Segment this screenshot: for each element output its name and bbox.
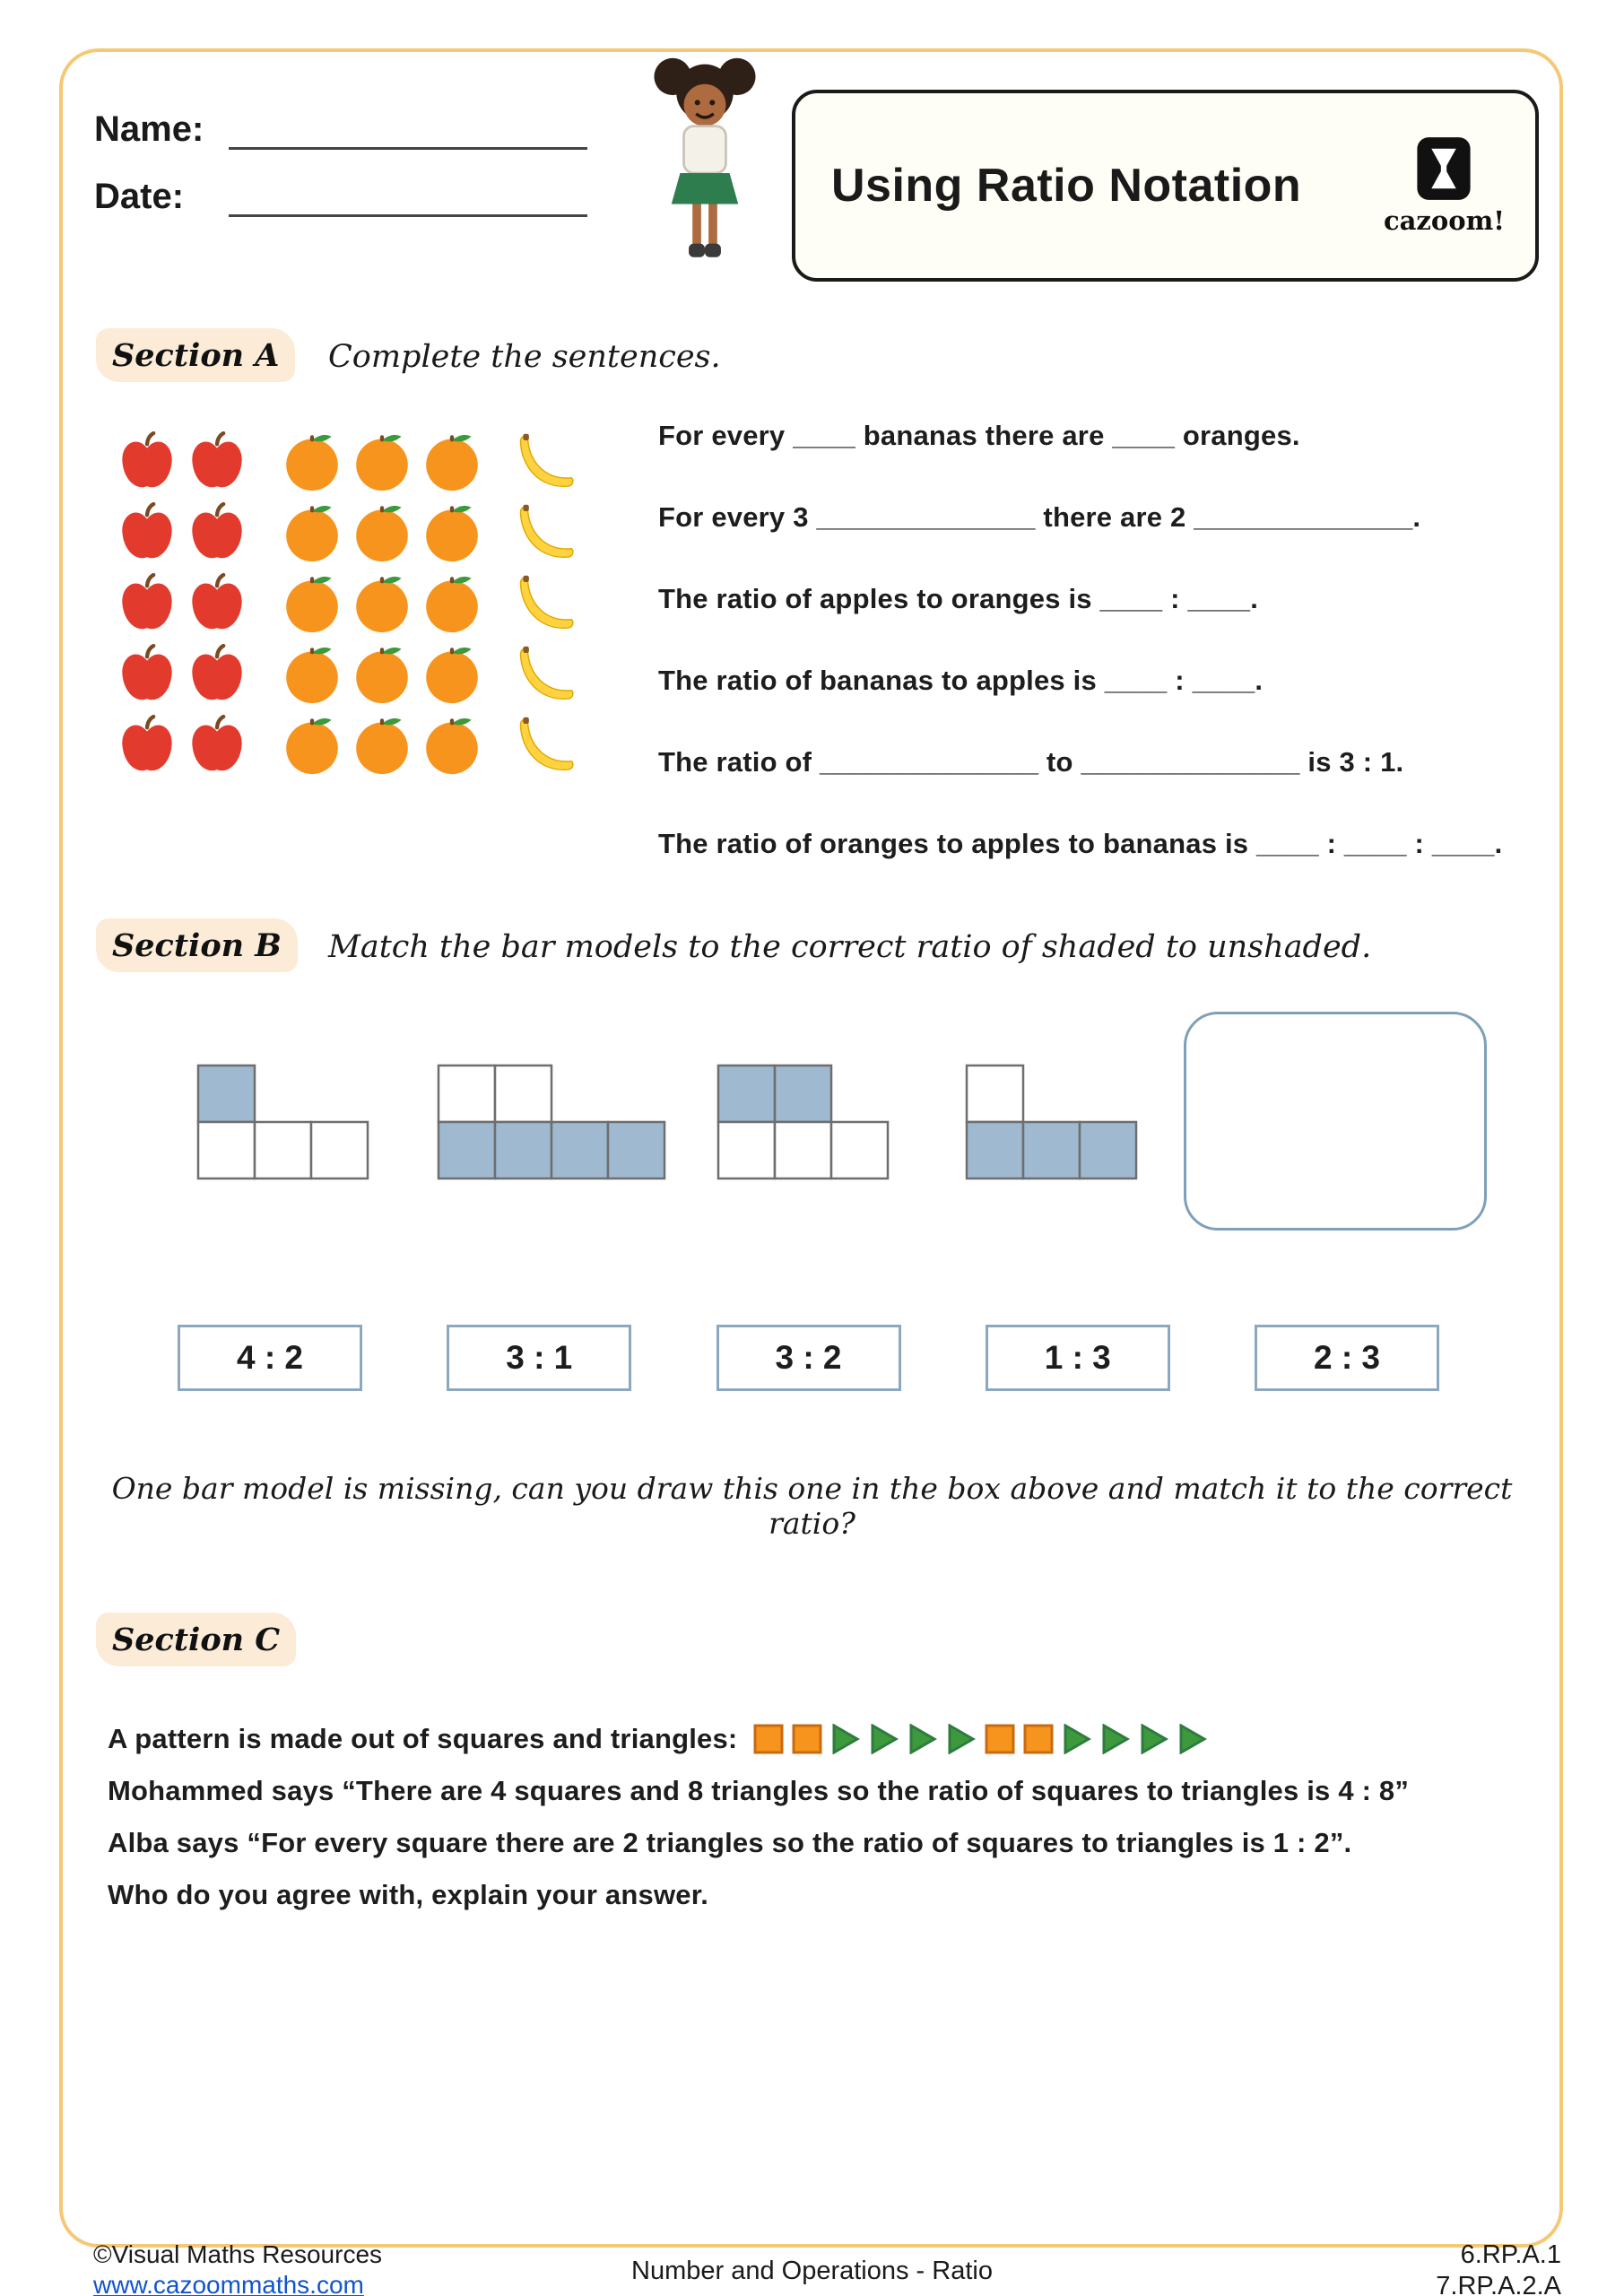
ratio-option-box: 4 : 2 bbox=[178, 1325, 362, 1391]
page-title: Using Ratio Notation bbox=[831, 160, 1302, 212]
ratio-option-box: 2 : 3 bbox=[1255, 1325, 1439, 1391]
triangle-icon bbox=[830, 1724, 861, 1754]
triangle-icon bbox=[1100, 1724, 1131, 1754]
pattern-intro-text: A pattern is made out of squares and triangles: bbox=[108, 1723, 738, 1754]
alba-statement: Alba says “For every square there are 2 triangles so the ratio of squares to triangles is 1 : 2”. bbox=[108, 1827, 1352, 1858]
orange-icon bbox=[280, 712, 344, 777]
section-c-header: Section C bbox=[96, 1613, 296, 1666]
square-icon bbox=[1023, 1724, 1054, 1754]
section-a-header: Section A bbox=[96, 328, 295, 382]
triangle-icon bbox=[1062, 1724, 1092, 1754]
empty-bar-model-draw-box bbox=[1184, 1012, 1487, 1231]
bar-model bbox=[965, 1064, 1138, 1185]
apple-icon bbox=[115, 570, 179, 635]
triangle-icon bbox=[908, 1724, 938, 1754]
footer-standards bbox=[1436, 2239, 1561, 2296]
banana-icon bbox=[515, 712, 579, 777]
triangle-icon bbox=[869, 1724, 899, 1754]
standard-2: 7.RP.A.2.A bbox=[1436, 2272, 1561, 2296]
fill-in-sentence: The ratio of ______________ to ______________ is 3 : 1. bbox=[658, 746, 1404, 778]
ratio-option-box: 3 : 1 bbox=[447, 1325, 631, 1391]
footer-center-text: Number and Operations - Ratio bbox=[631, 2257, 993, 2285]
name-blank-line bbox=[229, 111, 587, 150]
date-label: Date: bbox=[94, 177, 185, 216]
section-a-sentences bbox=[658, 420, 1555, 909]
cazoom-logo-text: cazoom! bbox=[1383, 205, 1505, 236]
orange-icon bbox=[420, 570, 484, 635]
orange-icon bbox=[350, 641, 414, 706]
apple-icon bbox=[115, 712, 179, 777]
fruit-row bbox=[115, 429, 579, 493]
name-label: Name: bbox=[94, 109, 204, 149]
fill-in-sentence: The ratio of oranges to apples to bananas is ____ : ____ : ____. bbox=[658, 828, 1503, 859]
apple-icon bbox=[185, 500, 249, 564]
bar-model bbox=[196, 1064, 369, 1185]
girl-character-illustration bbox=[642, 56, 768, 291]
banana-icon bbox=[515, 429, 579, 493]
fill-in-sentence: The ratio of bananas to apples is ____ : ____. bbox=[658, 665, 1264, 696]
triangle-icon bbox=[946, 1724, 977, 1754]
date-blank-line bbox=[229, 178, 587, 217]
square-icon bbox=[753, 1724, 784, 1754]
fill-in-sentence: For every ____ bananas there are ____ oranges. bbox=[658, 420, 1300, 451]
orange-icon bbox=[350, 570, 414, 635]
fruit-row bbox=[115, 641, 579, 706]
fill-in-sentence: For every 3 ______________ there are 2 ______________. bbox=[658, 501, 1421, 533]
orange-icon bbox=[280, 641, 344, 706]
apple-icon bbox=[185, 712, 249, 777]
ratio-option-box: 1 : 3 bbox=[986, 1325, 1170, 1391]
triangle-icon bbox=[1139, 1724, 1169, 1754]
apple-icon bbox=[185, 429, 249, 493]
orange-icon bbox=[420, 429, 484, 493]
orange-icon bbox=[280, 500, 344, 564]
website-link[interactable]: www.cazoommaths.com bbox=[93, 2271, 364, 2296]
question-text: Who do you agree with, explain your answer. bbox=[108, 1879, 709, 1910]
orange-icon bbox=[350, 500, 414, 564]
fruit-grid bbox=[115, 429, 579, 777]
fruit-row bbox=[115, 570, 579, 635]
section-b-note: One bar model is missing, can you draw this one in the box above and match it to the correct ratio? bbox=[111, 1471, 1513, 1541]
shape-pattern bbox=[753, 1724, 1208, 1754]
cazoom-logo bbox=[1384, 135, 1505, 236]
square-icon bbox=[985, 1724, 1015, 1754]
apple-icon bbox=[185, 570, 249, 635]
orange-icon bbox=[420, 641, 484, 706]
triangle-icon bbox=[1177, 1724, 1208, 1754]
banana-icon bbox=[515, 500, 579, 564]
square-icon bbox=[792, 1724, 822, 1754]
orange-icon bbox=[420, 500, 484, 564]
apple-icon bbox=[185, 641, 249, 706]
bar-model bbox=[437, 1064, 666, 1185]
name-date-block bbox=[94, 109, 587, 244]
fill-in-sentence: The ratio of apples to oranges is ____ : ____. bbox=[658, 583, 1259, 614]
title-box bbox=[792, 90, 1539, 282]
copyright-text: ©Visual Maths Resources bbox=[93, 2240, 383, 2268]
fruit-row bbox=[115, 712, 579, 777]
section-c-text bbox=[108, 1713, 1542, 1921]
banana-icon bbox=[515, 641, 579, 706]
fruit-row bbox=[115, 500, 579, 564]
apple-icon bbox=[115, 429, 179, 493]
banana-icon bbox=[515, 570, 579, 635]
orange-icon bbox=[280, 570, 344, 635]
cazoom-logo-icon bbox=[1414, 135, 1473, 202]
ratio-options-row bbox=[178, 1325, 1439, 1391]
mohammed-statement: Mohammed says “There are 4 squares and 8 triangles so the ratio of squares to triangles is 4 : 8” bbox=[108, 1775, 1410, 1806]
section-b-instruction: Match the bar models to the correct ratio of shaded to unshaded. bbox=[328, 929, 1372, 965]
bar-model bbox=[716, 1064, 890, 1185]
apple-icon bbox=[115, 500, 179, 564]
apple-icon bbox=[115, 641, 179, 706]
section-b-header: Section B bbox=[96, 918, 298, 972]
orange-icon bbox=[350, 429, 414, 493]
orange-icon bbox=[420, 712, 484, 777]
orange-icon bbox=[280, 429, 344, 493]
orange-icon bbox=[350, 712, 414, 777]
section-a-instruction: Complete the sentences. bbox=[328, 339, 721, 375]
ratio-option-box: 3 : 2 bbox=[716, 1325, 901, 1391]
standard-1: 6.RP.A.1 bbox=[1460, 2240, 1561, 2269]
